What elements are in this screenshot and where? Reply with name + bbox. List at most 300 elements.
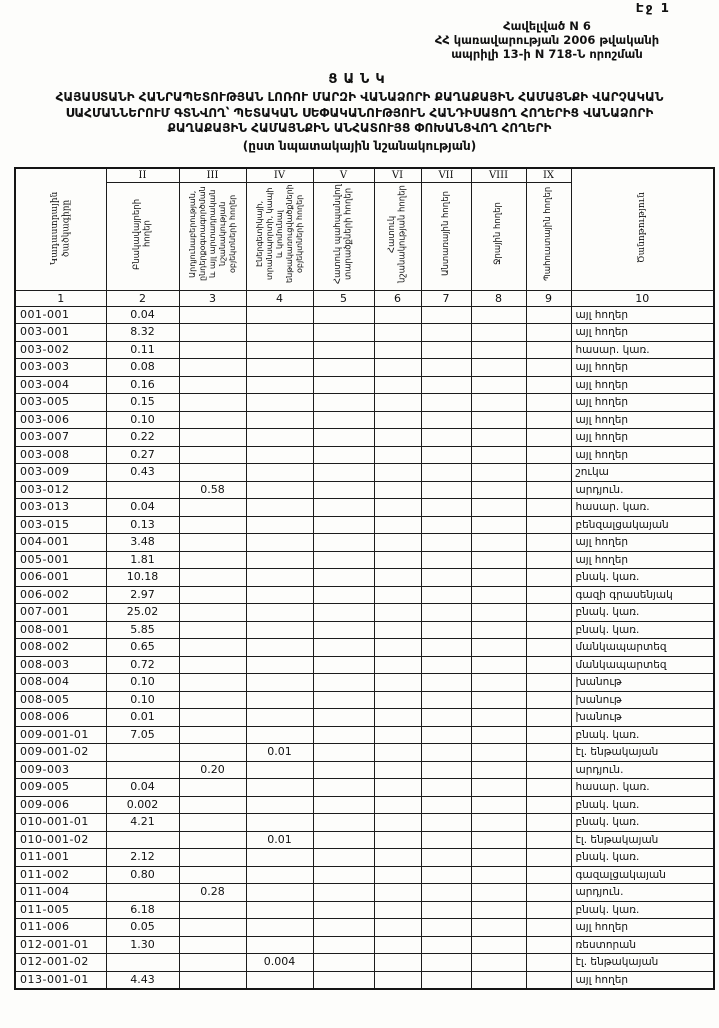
note-cell: բնակ. կառ. — [571, 621, 714, 639]
area-value-cell: 1.30 — [106, 936, 179, 954]
column-number: 6 — [374, 290, 421, 306]
area-value-cell — [471, 551, 526, 569]
area-value-cell — [471, 884, 526, 902]
area-value-cell — [471, 324, 526, 342]
area-value-cell — [179, 674, 246, 692]
area-value-cell — [526, 306, 571, 324]
table-row — [15, 709, 714, 727]
table-row — [15, 674, 714, 692]
roman-numeral-row — [15, 168, 714, 182]
area-value-cell — [374, 446, 421, 464]
document-subtitle-note: (ըստ նպատակային նշանակության) — [242, 138, 477, 153]
area-value-cell — [374, 586, 421, 604]
cadastral-code-cell: 008-002 — [15, 639, 106, 657]
note-cell: շուկա — [571, 464, 714, 482]
area-value-cell — [179, 971, 246, 989]
area-value-cell — [313, 359, 374, 377]
cadastral-code-cell: 009-006 — [15, 796, 106, 814]
area-value-cell — [246, 621, 313, 639]
area-value-cell — [374, 919, 421, 937]
area-value-cell — [421, 814, 471, 832]
area-value-cell — [421, 691, 471, 709]
column-number: 4 — [246, 290, 313, 306]
note-cell: գազի գրասենյակ — [571, 586, 714, 604]
area-value-cell — [471, 499, 526, 517]
area-value-cell — [374, 796, 421, 814]
cadastral-code-cell: 011-002 — [15, 866, 106, 884]
area-value-cell — [471, 779, 526, 797]
area-value-cell — [313, 971, 374, 989]
area-value-cell: 0.05 — [106, 919, 179, 937]
area-value-cell — [246, 359, 313, 377]
area-value-cell — [179, 919, 246, 937]
cadastral-code-cell: 003-002 — [15, 341, 106, 359]
area-value-cell — [246, 866, 313, 884]
appendix-reference — [379, 19, 715, 61]
cadastral-code-cell: 012-001-02 — [15, 954, 106, 972]
area-value-cell — [421, 866, 471, 884]
area-value-cell — [421, 604, 471, 622]
area-value-cell — [421, 429, 471, 447]
area-value-cell — [374, 744, 421, 762]
area-value-cell — [106, 884, 179, 902]
note-cell: մանկապարտեզ — [571, 639, 714, 657]
roman-numeral: VIII — [471, 168, 526, 182]
area-value-cell — [246, 656, 313, 674]
area-value-cell — [471, 516, 526, 534]
area-value-cell — [526, 376, 571, 394]
note-cell: այլ հողեր — [571, 411, 714, 429]
area-value-cell: 0.002 — [106, 796, 179, 814]
area-value-cell — [313, 709, 374, 727]
area-value-cell — [374, 569, 421, 587]
area-value-cell — [526, 516, 571, 534]
area-value-cell — [179, 569, 246, 587]
table-row — [15, 814, 714, 832]
document-title: ՑԱՆԿ — [328, 72, 391, 87]
area-value-cell — [179, 709, 246, 727]
note-cell: այլ հողեր — [571, 376, 714, 394]
column-number: 7 — [421, 290, 471, 306]
note-cell: արդյուն. — [571, 884, 714, 902]
area-value-cell — [526, 481, 571, 499]
note-cell: բնակ. կառ. — [571, 901, 714, 919]
area-value-cell: 4.43 — [106, 971, 179, 989]
note-cell: էլ. ենթակայան — [571, 831, 714, 849]
area-value-cell — [246, 884, 313, 902]
area-value-cell — [526, 919, 571, 937]
area-value-cell — [526, 936, 571, 954]
column-header-residential — [106, 182, 179, 290]
table-row — [15, 604, 714, 622]
area-value-cell — [526, 324, 571, 342]
area-value-cell — [471, 919, 526, 937]
cadastral-code-cell: 003-004 — [15, 376, 106, 394]
area-value-cell — [374, 359, 421, 377]
table-row — [15, 481, 714, 499]
cadastral-code-cell: 009-005 — [15, 779, 106, 797]
cadastral-code-cell: 003-006 — [15, 411, 106, 429]
cadastral-code-cell: 003-007 — [15, 429, 106, 447]
cadastral-code-cell: 004-001 — [15, 534, 106, 552]
area-value-cell: 0.10 — [106, 691, 179, 709]
area-value-cell — [313, 866, 374, 884]
area-value-cell: 0.22 — [106, 429, 179, 447]
area-value-cell: 0.01 — [106, 709, 179, 727]
column-number: 3 — [179, 290, 246, 306]
area-value-cell — [313, 569, 374, 587]
column-header-label: Բնակավայրերի հողեր — [131, 198, 153, 270]
area-value-cell: 0.58 — [179, 481, 246, 499]
note-cell: այլ հողեր — [571, 324, 714, 342]
table-row — [15, 569, 714, 587]
area-value-cell: 0.20 — [179, 761, 246, 779]
table-row — [15, 359, 714, 377]
area-value-cell — [471, 971, 526, 989]
note-cell: ռեստորան — [571, 936, 714, 954]
area-value-cell — [179, 954, 246, 972]
appendix-line: Հավելված N 6 — [503, 19, 591, 33]
area-value-cell: 2.12 — [106, 849, 179, 867]
table-row — [15, 954, 714, 972]
note-cell: խանութ — [571, 709, 714, 727]
area-value-cell: 0.65 — [106, 639, 179, 657]
area-value-cell — [313, 849, 374, 867]
area-value-cell — [246, 481, 313, 499]
cadastral-code-cell: 012-001-01 — [15, 936, 106, 954]
area-value-cell — [421, 359, 471, 377]
area-value-cell — [471, 534, 526, 552]
column-header-note — [571, 168, 714, 290]
column-header-label: Անտառային հողեր — [440, 191, 451, 277]
area-value-cell — [179, 394, 246, 412]
area-value-cell — [313, 919, 374, 937]
area-value-cell: 0.004 — [246, 954, 313, 972]
roman-numeral: II — [106, 168, 179, 182]
note-cell: բնակ. կառ. — [571, 796, 714, 814]
column-number-row — [15, 290, 714, 306]
column-header-water — [471, 182, 526, 290]
area-value-cell — [374, 324, 421, 342]
area-value-cell — [526, 429, 571, 447]
area-value-cell — [374, 341, 421, 359]
area-value-cell — [421, 709, 471, 727]
area-value-cell — [374, 761, 421, 779]
area-value-cell — [246, 971, 313, 989]
area-value-cell — [374, 639, 421, 657]
area-value-cell — [313, 884, 374, 902]
area-value-cell: 2.97 — [106, 586, 179, 604]
table-row — [15, 499, 714, 517]
area-value-cell: 0.16 — [106, 376, 179, 394]
note-cell: բնակ. կառ. — [571, 604, 714, 622]
area-value-cell — [526, 744, 571, 762]
note-cell: այլ հողեր — [571, 429, 714, 447]
area-value-cell — [179, 831, 246, 849]
table-row — [15, 901, 714, 919]
cadastral-code-cell: 003-015 — [15, 516, 106, 534]
note-cell: էլ. ենթակայան — [571, 744, 714, 762]
area-value-cell — [471, 656, 526, 674]
column-header-reserve — [526, 182, 571, 290]
area-value-cell — [179, 656, 246, 674]
area-value-cell — [526, 569, 571, 587]
area-value-cell — [526, 954, 571, 972]
area-value-cell — [106, 481, 179, 499]
area-value-cell — [421, 516, 471, 534]
page-number: Էջ 1 — [635, 1, 671, 15]
cadastral-code-cell: 008-004 — [15, 674, 106, 692]
area-value-cell — [313, 814, 374, 832]
column-header-label: Ծանոթություն — [636, 192, 647, 264]
area-value-cell: 25.02 — [106, 604, 179, 622]
area-value-cell — [179, 901, 246, 919]
area-value-cell: 3.48 — [106, 534, 179, 552]
table-row — [15, 779, 714, 797]
table-row — [15, 884, 714, 902]
note-cell: այլ հողեր — [571, 971, 714, 989]
area-value-cell — [313, 779, 374, 797]
area-value-cell — [313, 306, 374, 324]
area-value-cell — [313, 464, 374, 482]
area-value-cell — [421, 394, 471, 412]
area-value-cell — [179, 306, 246, 324]
cadastral-code-cell: 003-009 — [15, 464, 106, 482]
area-value-cell — [374, 604, 421, 622]
column-number: 5 — [313, 290, 374, 306]
area-value-cell — [246, 411, 313, 429]
note-cell: այլ հողեր — [571, 534, 714, 552]
area-value-cell — [421, 534, 471, 552]
table-header — [15, 168, 714, 306]
area-value-cell — [313, 324, 374, 342]
column-header-label: Հատուկ պահպանվող տարածքների հողեր — [332, 184, 354, 284]
area-value-cell — [526, 884, 571, 902]
area-value-cell — [246, 394, 313, 412]
area-value-cell — [246, 324, 313, 342]
area-value-cell — [246, 726, 313, 744]
column-header-industrial — [179, 182, 246, 290]
area-value-cell — [421, 551, 471, 569]
area-value-cell — [246, 639, 313, 657]
area-value-cell — [421, 324, 471, 342]
area-value-cell — [106, 744, 179, 762]
area-value-cell — [526, 691, 571, 709]
note-cell: բնակ. կառ. — [571, 814, 714, 832]
cadastral-code-cell: 009-001-01 — [15, 726, 106, 744]
area-value-cell: 10.18 — [106, 569, 179, 587]
area-value-cell — [374, 394, 421, 412]
area-value-cell — [526, 341, 571, 359]
area-value-cell — [313, 954, 374, 972]
area-value-cell — [421, 411, 471, 429]
area-value-cell — [526, 656, 571, 674]
area-value-cell — [526, 411, 571, 429]
cadastral-code-cell: 003-005 — [15, 394, 106, 412]
area-value-cell: 0.13 — [106, 516, 179, 534]
area-value-cell — [526, 534, 571, 552]
area-value-cell — [246, 604, 313, 622]
note-cell: բնակ. կառ. — [571, 726, 714, 744]
column-header-cadastral-code — [15, 168, 106, 290]
area-value-cell — [421, 306, 471, 324]
area-value-cell — [179, 726, 246, 744]
note-cell: խանութ — [571, 691, 714, 709]
note-cell: այլ հողեր — [571, 306, 714, 324]
area-value-cell — [374, 534, 421, 552]
area-value-cell: 1.81 — [106, 551, 179, 569]
area-value-cell — [179, 411, 246, 429]
area-value-cell — [421, 341, 471, 359]
area-value-cell — [246, 516, 313, 534]
area-value-cell — [471, 691, 526, 709]
area-value-cell — [246, 796, 313, 814]
area-value-cell — [421, 499, 471, 517]
column-number: 2 — [106, 290, 179, 306]
table-row — [15, 341, 714, 359]
cadastral-code-cell: 009-001-02 — [15, 744, 106, 762]
area-value-cell — [421, 569, 471, 587]
area-value-cell — [421, 901, 471, 919]
area-value-cell — [526, 639, 571, 657]
area-value-cell — [179, 551, 246, 569]
area-value-cell — [179, 779, 246, 797]
area-value-cell: 0.28 — [179, 884, 246, 902]
cadastral-code-cell: 003-013 — [15, 499, 106, 517]
area-value-cell — [179, 446, 246, 464]
area-value-cell — [471, 761, 526, 779]
area-value-cell — [179, 691, 246, 709]
table-row — [15, 691, 714, 709]
cadastral-code-cell: 008-001 — [15, 621, 106, 639]
area-value-cell — [374, 429, 421, 447]
roman-numeral: V — [313, 168, 374, 182]
area-value-cell — [471, 411, 526, 429]
area-value-cell: 0.80 — [106, 866, 179, 884]
area-value-cell — [526, 586, 571, 604]
area-value-cell — [313, 341, 374, 359]
area-value-cell — [179, 324, 246, 342]
roman-numeral: VII — [421, 168, 471, 182]
table-row — [15, 761, 714, 779]
area-value-cell — [313, 656, 374, 674]
column-header-energy-transport — [246, 182, 313, 290]
area-value-cell — [374, 866, 421, 884]
cadastral-code-cell: 006-002 — [15, 586, 106, 604]
area-value-cell — [374, 709, 421, 727]
area-value-cell — [471, 849, 526, 867]
area-value-cell — [246, 429, 313, 447]
area-value-cell — [374, 691, 421, 709]
area-value-cell — [246, 919, 313, 937]
area-value-cell — [246, 341, 313, 359]
column-number: 8 — [471, 290, 526, 306]
area-value-cell: 0.11 — [106, 341, 179, 359]
area-value-cell: 6.18 — [106, 901, 179, 919]
area-value-cell: 0.72 — [106, 656, 179, 674]
note-cell: այլ հողեր — [571, 919, 714, 937]
note-cell: արդյուն. — [571, 481, 714, 499]
area-value-cell — [471, 481, 526, 499]
area-value-cell — [179, 639, 246, 657]
area-value-cell — [313, 411, 374, 429]
note-cell: բնակ. կառ. — [571, 849, 714, 867]
area-value-cell — [421, 971, 471, 989]
area-value-cell — [471, 394, 526, 412]
column-number: 9 — [526, 290, 571, 306]
area-value-cell — [471, 831, 526, 849]
table-row — [15, 744, 714, 762]
area-value-cell — [246, 551, 313, 569]
area-value-cell — [313, 551, 374, 569]
area-value-cell — [421, 446, 471, 464]
area-value-cell — [179, 744, 246, 762]
note-cell: էլ. ենթակայան — [571, 954, 714, 972]
table-row — [15, 324, 714, 342]
area-value-cell — [471, 936, 526, 954]
area-value-cell — [313, 499, 374, 517]
area-value-cell — [374, 831, 421, 849]
note-cell: հասար. կառ. — [571, 341, 714, 359]
area-value-cell — [421, 779, 471, 797]
area-value-cell: 0.04 — [106, 306, 179, 324]
area-value-cell — [313, 586, 374, 604]
area-value-cell — [313, 691, 374, 709]
area-value-cell — [374, 814, 421, 832]
area-value-cell — [421, 376, 471, 394]
area-value-cell — [106, 761, 179, 779]
cadastral-code-cell: 011-004 — [15, 884, 106, 902]
area-value-cell — [471, 639, 526, 657]
area-value-cell — [421, 674, 471, 692]
note-cell: բնակ. կառ. — [571, 569, 714, 587]
area-value-cell — [471, 901, 526, 919]
column-header-label: Ջրային հողեր — [493, 202, 504, 266]
area-value-cell — [246, 814, 313, 832]
roman-numeral: VI — [374, 168, 421, 182]
column-number: 10 — [571, 290, 714, 306]
area-value-cell — [313, 639, 374, 657]
area-value-cell — [179, 849, 246, 867]
area-value-cell — [471, 744, 526, 762]
area-value-cell — [471, 604, 526, 622]
column-header-label: Կադաստրային ծածկագիրը — [49, 191, 71, 265]
table-row — [15, 639, 714, 657]
area-value-cell: 5.85 — [106, 621, 179, 639]
area-value-cell: 0.10 — [106, 411, 179, 429]
area-value-cell — [374, 884, 421, 902]
note-cell: հասար. կառ. — [571, 779, 714, 797]
area-value-cell: 0.15 — [106, 394, 179, 412]
area-value-cell — [526, 551, 571, 569]
area-value-cell — [313, 376, 374, 394]
table-row — [15, 446, 714, 464]
area-value-cell — [421, 954, 471, 972]
table-row — [15, 376, 714, 394]
column-header-protected-areas — [313, 182, 374, 290]
area-value-cell — [179, 341, 246, 359]
table-row — [15, 936, 714, 954]
table-row — [15, 849, 714, 867]
area-value-cell: 0.10 — [106, 674, 179, 692]
table-row — [15, 726, 714, 744]
column-header-special-purpose — [374, 182, 421, 290]
area-value-cell — [313, 901, 374, 919]
table-row — [15, 516, 714, 534]
cadastral-code-cell: 009-003 — [15, 761, 106, 779]
area-value-cell — [471, 621, 526, 639]
appendix-line: ՀՀ կառավարության 2006 թվականի — [434, 33, 660, 47]
